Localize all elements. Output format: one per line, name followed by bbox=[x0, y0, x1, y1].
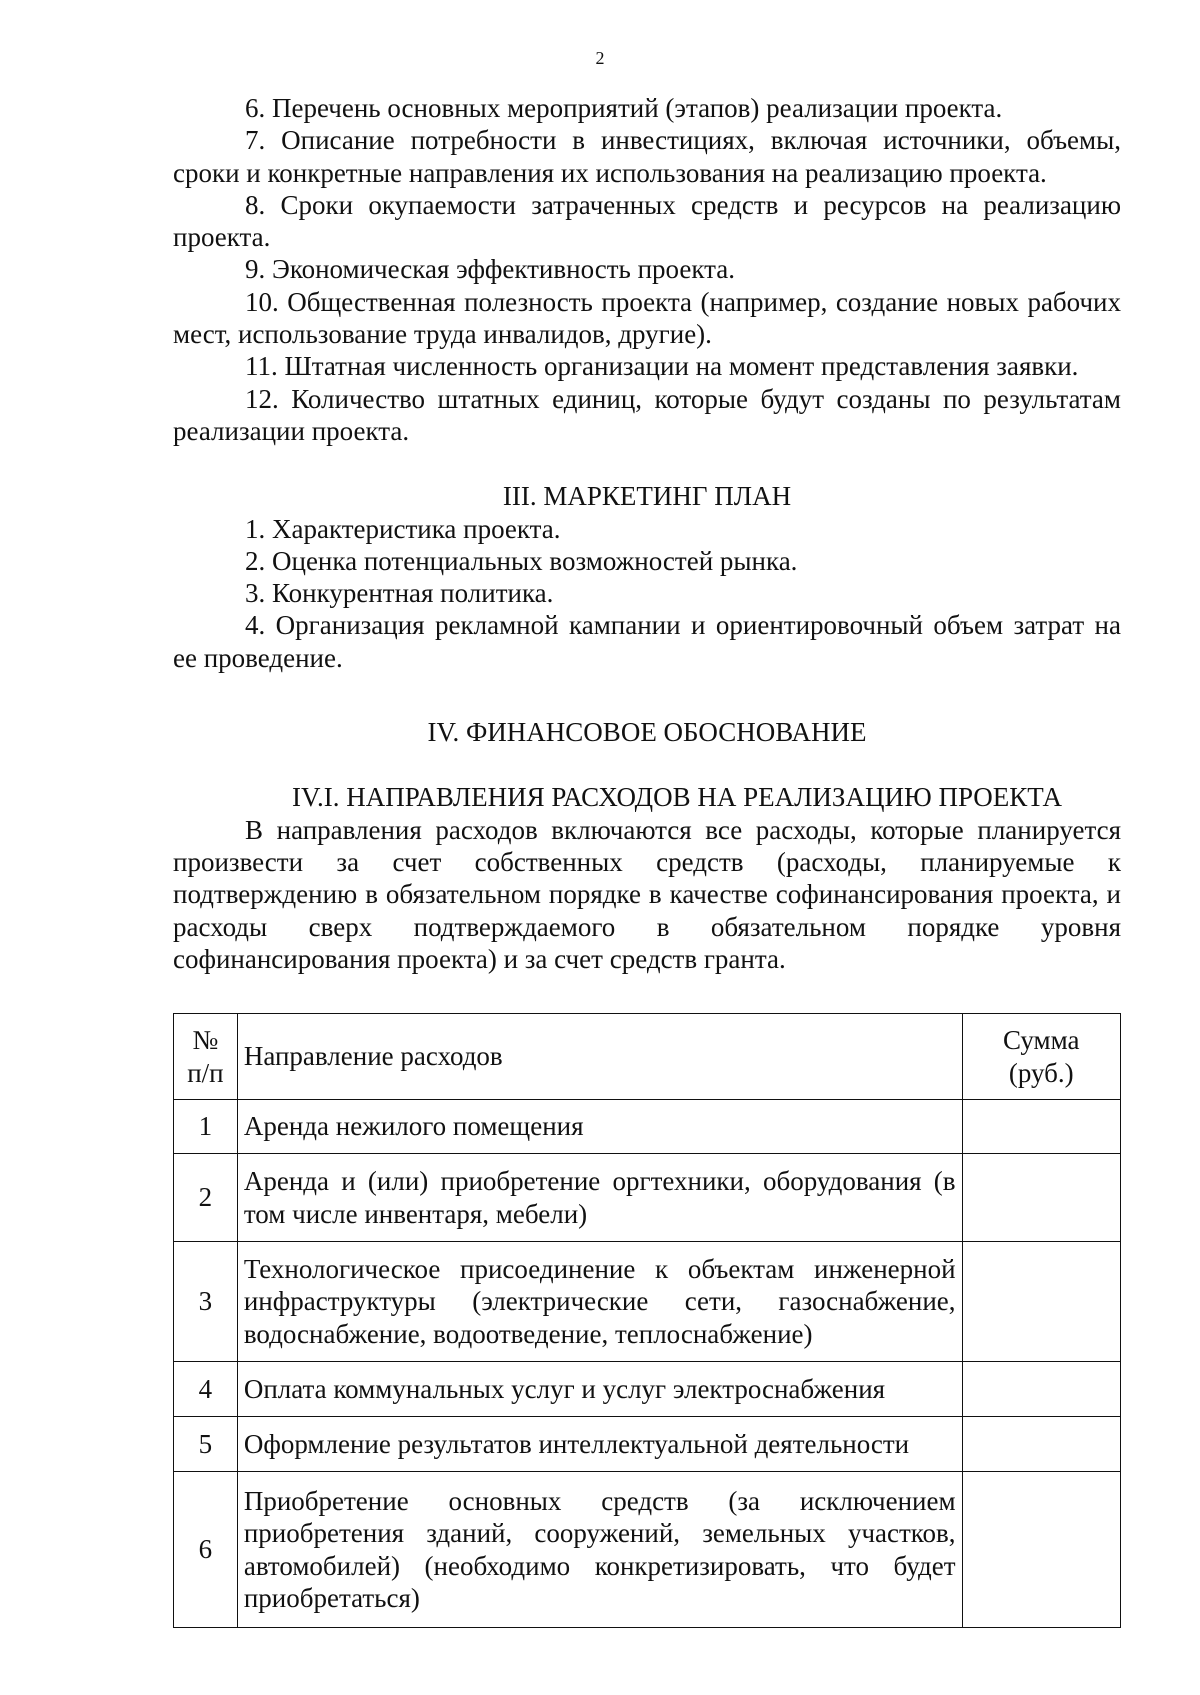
row-num: 3 bbox=[174, 1242, 238, 1362]
list-item: 1. Характеристика проекта. bbox=[245, 513, 561, 544]
section-4-title: IV. ФИНАНСОВОЕ ОБОСНОВАНИЕ bbox=[427, 717, 867, 748]
expense-table bbox=[173, 1013, 1121, 1628]
list-item: 2. Оценка потенциальных возможностей рынка. bbox=[245, 545, 798, 576]
row-num: 4 bbox=[174, 1362, 238, 1417]
row-num: 2 bbox=[174, 1154, 238, 1242]
row-direction: Технологическое присоединение к объектам инженерной инфраструктуры (электрические сети, газоснабжение, водоснабжение, водоотведение, теплоснабжение) bbox=[237, 1242, 962, 1362]
row-sum bbox=[962, 1472, 1120, 1628]
header-sum bbox=[962, 1014, 1120, 1100]
list-item: 11. Штатная численность организации на момент представления заявки. bbox=[245, 351, 1079, 382]
row-direction: Аренда и (или) приобретение оргтехники, оборудования (в том числе инвентаря, мебели) bbox=[237, 1154, 962, 1242]
section-3-title: III. МАРКЕТИНГ ПЛАН bbox=[502, 481, 792, 512]
table-row bbox=[174, 1417, 1121, 1472]
list-item: 10. Общественная полезность проекта (например, создание новых рабочих мест, использование труда инвалидов, другие). bbox=[173, 286, 1121, 350]
table-header-row bbox=[174, 1014, 1121, 1100]
header-direction: Направление расходов bbox=[237, 1014, 962, 1100]
row-num: 6 bbox=[174, 1472, 238, 1628]
row-num: 1 bbox=[174, 1100, 238, 1154]
table-row bbox=[174, 1154, 1121, 1242]
row-sum bbox=[962, 1242, 1120, 1362]
list-item: 9. Экономическая эффективность проекта. bbox=[245, 254, 735, 285]
row-sum bbox=[962, 1100, 1120, 1154]
header-num-line2: п/п bbox=[187, 1057, 224, 1088]
row-direction: Оформление результатов интеллектуальной деятельности bbox=[237, 1417, 962, 1472]
table-row bbox=[174, 1100, 1121, 1154]
list-item: 12. Количество штатных единиц, которые будут созданы по результатам реализации проекта. bbox=[173, 383, 1121, 446]
header-sum-line2: (руб.) bbox=[1008, 1057, 1074, 1088]
table-row bbox=[174, 1472, 1121, 1628]
list-item: 7. Описание потребности в инвестициях, включая источники, объемы, сроки и конкретные направления их использования на реализацию проекта. bbox=[173, 125, 1121, 188]
list-item: 6. Перечень основных мероприятий (этапов) реализации проекта. bbox=[245, 93, 1003, 123]
page-number: 2 bbox=[595, 48, 605, 68]
row-direction: Оплата коммунальных услуг и услуг электроснабжения bbox=[237, 1362, 962, 1417]
header-sum-line1: Сумма bbox=[1003, 1025, 1080, 1055]
section-4-1-subtitle: IV.I. НАПРАВЛЕНИЯ РАСХОДОВ НА РЕАЛИЗАЦИЮ ПРОЕКТА bbox=[292, 782, 1062, 813]
table-row bbox=[174, 1362, 1121, 1417]
header-num bbox=[174, 1014, 238, 1100]
list-item: 8. Сроки окупаемости затраченных средств и ресурсов на реализацию проекта. bbox=[173, 189, 1121, 253]
row-direction: Аренда нежилого помещения bbox=[237, 1100, 962, 1154]
document-body bbox=[173, 92, 1121, 975]
list-item: 3. Конкурентная политика. bbox=[245, 578, 554, 609]
table-row bbox=[174, 1242, 1121, 1362]
section-4-intro: В направления расходов включаются все расходы, которые планируется произвести за счет собственных средств (расходы, планируемые к подтверждению в обязательном порядке в качестве софинансирования проекта, и расходы сверх подтверждаемого в обязательном порядке уровня софинансирования проекта) и за счет средств гранта. bbox=[173, 814, 1121, 974]
row-num: 5 bbox=[174, 1417, 238, 1472]
row-sum bbox=[962, 1154, 1120, 1242]
list-item: 4. Организация рекламной кампании и ориентировочный объем затрат на ее проведение. bbox=[173, 610, 1121, 673]
header-num-line1: № bbox=[192, 1025, 219, 1055]
row-sum bbox=[962, 1362, 1120, 1417]
row-sum bbox=[962, 1417, 1120, 1472]
row-direction: Приобретение основных средств (за исключением приобретения зданий, сооружений, земельных участков, автомобилей) (необходимо конкретизировать, что будет приобретаться) bbox=[237, 1472, 962, 1628]
